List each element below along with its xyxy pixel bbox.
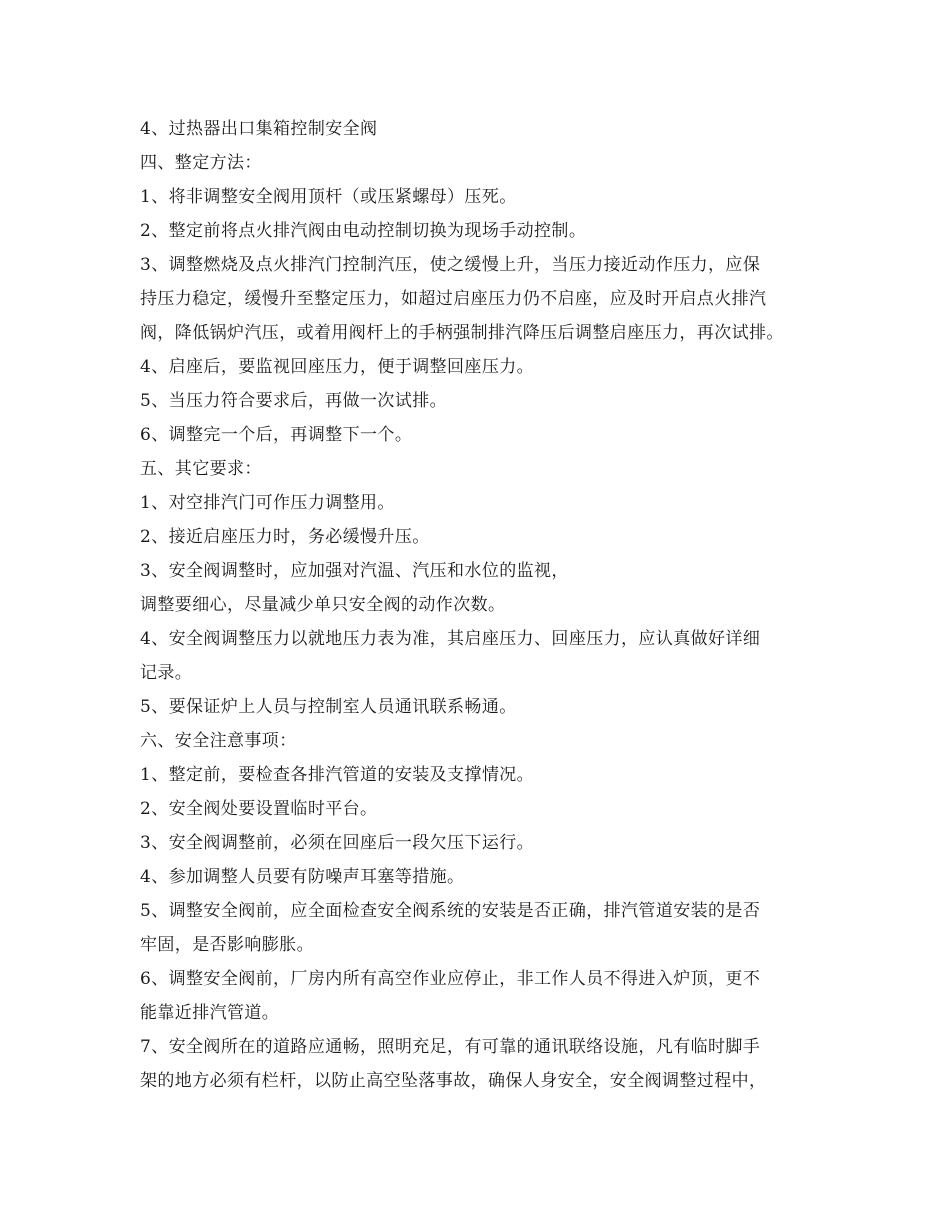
text-line: 2、安全阀处要设置临时平台。	[140, 799, 378, 819]
text-line: 1、对空排汽门可作压力调整用。	[140, 493, 395, 513]
text-line: 4、启座后，要监视回座压力，便于调整回座压力。	[140, 357, 535, 377]
text-line: 4、参加调整人员要有防噪声耳塞等措施。	[140, 867, 465, 887]
text-line: 五、其它要求：	[140, 459, 262, 479]
text-line: 牢固，是否影响膨胀。	[140, 935, 314, 955]
text-line: 1、将非调整安全阀用顶杆（或压紧螺母）压死。	[140, 187, 517, 207]
text-line: 5、要保证炉上人员与控制室人员通讯联系畅通。	[140, 697, 517, 717]
text-line: 能靠近排汽管道。	[140, 1003, 280, 1023]
text-line: 四、整定方法：	[140, 153, 262, 173]
text-line: 3、调整燃烧及点火排汽门控制汽压，使之缓慢上升，当压力接近动作压力，应保	[140, 255, 761, 275]
text-line: 2、接近启座压力时，务必缓慢升压。	[140, 527, 430, 547]
text-line: 5、调整安全阀前，应全面检查安全阀系统的安装是否正确，排汽管道安装的是否	[140, 901, 761, 921]
text-line: 阀，降低锅炉汽压，或着用阀杆上的手柄强制排汽降压后调整启座压力，再次试排。	[140, 323, 784, 343]
text-line: 7、安全阀所在的道路应通畅，照明充足，有可靠的通讯联络设施，凡有临时脚手	[140, 1037, 761, 1057]
document-body	[140, 112, 830, 1098]
text-line: 4、过热器出口集箱控制安全阀	[140, 119, 378, 139]
text-line: 1、整定前，要检查各排汽管道的安装及支撑情况。	[140, 765, 535, 785]
text-line: 3、安全阀调整时，应加强对汽温、汽压和水位的监视，	[140, 561, 569, 581]
text-line: 6、调整安全阀前，厂房内所有高空作业应停止，非工作人员不得进入炉顶，更不	[140, 969, 761, 989]
text-line: 六、安全注意事项：	[140, 731, 297, 751]
text-line: 记录。	[140, 663, 193, 683]
text-line: 5、当压力符合要求后，再做一次试排。	[140, 391, 448, 411]
text-line: 4、安全阀调整压力以就地压力表为准，其启座压力、回座压力，应认真做好详细	[140, 629, 761, 649]
text-line: 调整要细心，尽量减少单只安全阀的动作次数。	[140, 595, 506, 615]
text-line: 2、整定前将点火排汽阀由电动控制切换为现场手动控制。	[140, 221, 587, 241]
text-line: 6、调整完一个后，再调整下一个。	[140, 425, 413, 445]
text-line: 持压力稳定，缓慢升至整定压力，如超过启座压力仍不启座，应及时开启点火排汽	[140, 289, 767, 309]
text-line: 3、安全阀调整前，必须在回座后一段欠压下运行。	[140, 833, 535, 853]
text-line: 架的地方必须有栏杆，以防止高空坠落事故，确保人身安全，安全阀调整过程中，	[140, 1071, 767, 1091]
